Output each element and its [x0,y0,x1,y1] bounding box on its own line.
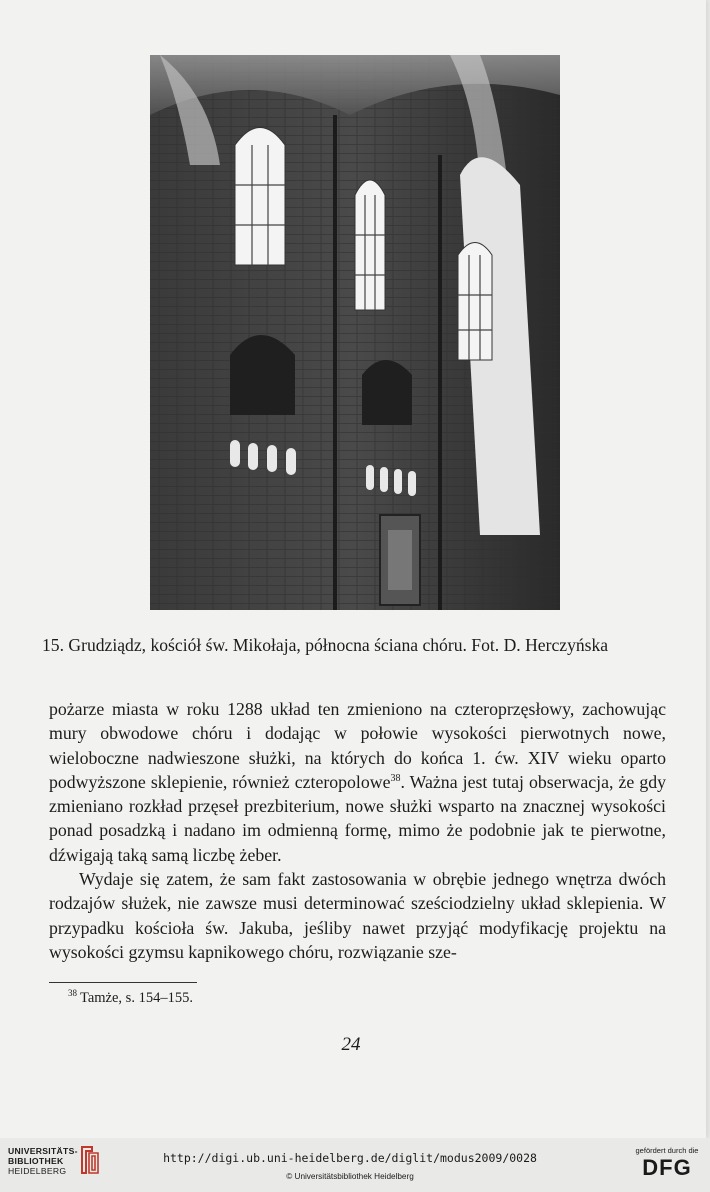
paragraph-1 [49,697,666,867]
footnote-38 [68,989,193,1007]
library-name-line-2: BIBLIOTHEK [8,1156,64,1166]
body-text [49,697,666,964]
library-name-line-1: UNIVERSITÄTS- [8,1146,78,1156]
figure-caption: 15. Grudziądz, kościół św. Mikołaja, północna ściana chóru. Fot. D. Herczyńska [42,635,609,655]
copyright-notice: © Universitätsbibliothek Heidelberg [286,1172,414,1181]
paragraph-1-text-a: pożarze miasta w roku 1288 układ ten zmieniono na czteroprzęsłowy, zachowując mury obwodowe chóru i dodając w połowie wysokości pierwotnych nowe, wieloboczne nadwieszone służki, na których do końca 1. ćw. XIV wieku oparto podwyższone sklepienie, również czteropolowe [49,699,666,792]
library-logo-text [8,1146,78,1176]
library-name-line-3: HEIDELBERG [8,1166,67,1176]
paragraph-2: Wydaje się zatem, że sam fakt zastosowania w obrębie jednego wnętrza dwóch rodzajów służek, nie zawsze musi determinować sześciodzielny układ sklepienia. W przypadku kościoła św. Jakuba, jeśliby nawet przyjąć modyfikację projektu na wysokości gzymsu kapnikowego chóru, rozwiązanie sze- [49,869,666,962]
dfg-logo-text: DFG [642,1155,692,1180]
library-logo-icon [78,1143,100,1177]
footnote-ref-38[interactable]: 38 [390,772,401,784]
dfg-logo [632,1146,702,1181]
footnote-text: Tamże, s. 154–155. [80,990,193,1006]
permalink-url[interactable]: http://digi.ub.uni-heidelberg.de/diglit/modus2009/0028 [163,1151,537,1165]
church-interior-photo [150,55,560,610]
page-number: 24 [341,1034,361,1055]
digitization-footer [0,1138,710,1192]
church-wall-illustration [150,55,560,610]
paragraph-1-text-b: . Ważna jest tutaj obserwacja, że gdy zmieniano rozkład przęseł prezbiterium, nowe służki wsparto na znacznej wysokości ponad posadzką i nadano im odmienną formę, mimo że podobnie jak te pierwotne, dźwigają taką samą liczbę żeber. [49,771,666,865]
footnote-divider [49,982,197,983]
footnote-number: 38 [68,988,77,999]
funder-note: gefördert durch die [635,1146,699,1155]
